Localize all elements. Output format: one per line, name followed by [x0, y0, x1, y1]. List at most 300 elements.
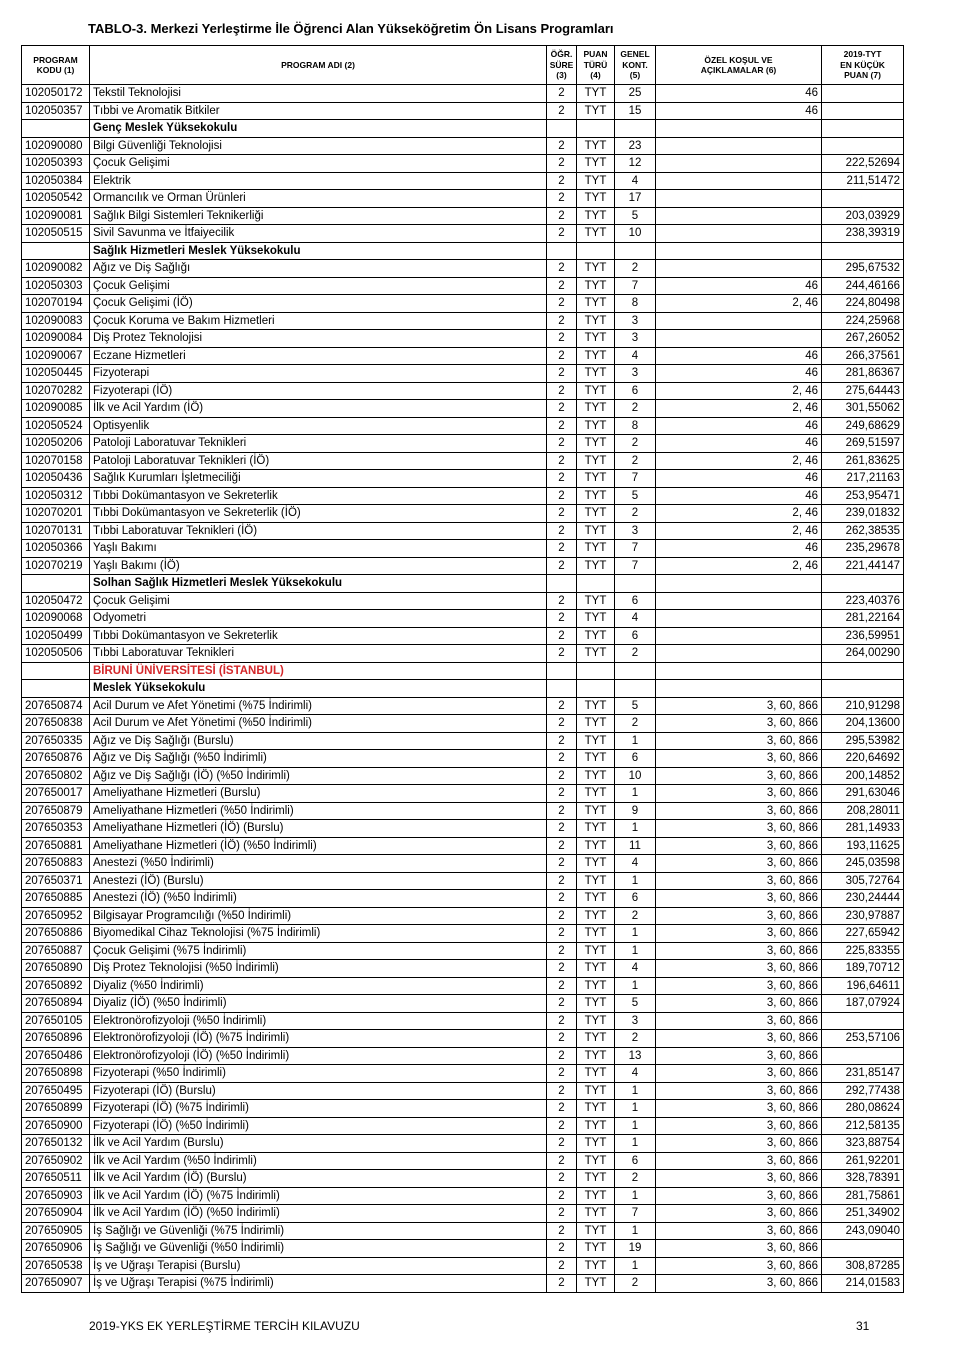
score-type: TYT [577, 907, 615, 925]
quota: 11 [615, 837, 656, 855]
empty-cell [656, 680, 822, 698]
program-code: 207650899 [22, 1100, 90, 1118]
special-conditions: 3, 60, 866 [656, 785, 822, 803]
min-score: 281,86367 [822, 365, 904, 383]
program-name: Elektrik [90, 172, 547, 190]
special-conditions: 3, 60, 866 [656, 767, 822, 785]
program-code: 102090082 [22, 260, 90, 278]
quota: 19 [615, 1240, 656, 1258]
min-score: 281,14933 [822, 820, 904, 838]
table-row [22, 1257, 904, 1275]
duration: 2 [547, 85, 577, 103]
score-type: TYT [577, 942, 615, 960]
program-code: 102090081 [22, 207, 90, 225]
score-type: TYT [577, 225, 615, 243]
program-code: 207650538 [22, 1257, 90, 1275]
score-type: TYT [577, 277, 615, 295]
quota: 1 [615, 942, 656, 960]
duration: 2 [547, 907, 577, 925]
min-score: 223,40376 [822, 592, 904, 610]
program-name: Anestezi (İÖ) (%50 İndirimli) [90, 890, 547, 908]
quota: 6 [615, 1152, 656, 1170]
table-row [22, 610, 904, 628]
special-conditions: 3, 60, 866 [656, 1152, 822, 1170]
duration: 2 [547, 522, 577, 540]
program-name: Tıbbi Laboratuvar Teknikleri (İÖ) [90, 522, 547, 540]
empty-cell [656, 120, 822, 138]
duration: 2 [547, 1100, 577, 1118]
program-code: 207650105 [22, 1012, 90, 1030]
quota: 3 [615, 365, 656, 383]
special-conditions: 3, 60, 866 [656, 1222, 822, 1240]
score-type: TYT [577, 435, 615, 453]
program-name: Sağlık Bilgi Sistemleri Teknikerliği [90, 207, 547, 225]
special-conditions: 3, 60, 866 [656, 1100, 822, 1118]
programs-table [21, 45, 904, 1293]
min-score: 280,08624 [822, 1100, 904, 1118]
program-name: İlk ve Acil Yardım (İÖ) (%75 İndirimli) [90, 1187, 547, 1205]
duration: 2 [547, 872, 577, 890]
duration: 2 [547, 470, 577, 488]
program-name: Ameliyathane Hizmetleri (Burslu) [90, 785, 547, 803]
table-row [22, 837, 904, 855]
program-code: 102050393 [22, 155, 90, 173]
program-name: Tıbbi Laboratuvar Teknikleri [90, 645, 547, 663]
program-code: 102070131 [22, 522, 90, 540]
program-code: 207650905 [22, 1222, 90, 1240]
program-name: Çocuk Gelişimi [90, 277, 547, 295]
empty-cell [822, 242, 904, 260]
min-score: 269,51597 [822, 435, 904, 453]
duration: 2 [547, 190, 577, 208]
special-conditions: 3, 60, 866 [656, 1257, 822, 1275]
duration: 2 [547, 347, 577, 365]
empty-cell [656, 575, 822, 593]
duration: 2 [547, 610, 577, 628]
score-type: TYT [577, 452, 615, 470]
score-type: TYT [577, 925, 615, 943]
score-type: TYT [577, 172, 615, 190]
score-type: TYT [577, 855, 615, 873]
table-row [22, 487, 904, 505]
table-row [22, 925, 904, 943]
score-type: TYT [577, 732, 615, 750]
program-code: 102050357 [22, 102, 90, 120]
program-name: Diş Protez Teknolojisi [90, 330, 547, 348]
empty-cell [577, 575, 615, 593]
duration: 2 [547, 295, 577, 313]
quota: 2 [615, 907, 656, 925]
special-conditions [656, 190, 822, 208]
program-code: 207650885 [22, 890, 90, 908]
quota: 8 [615, 295, 656, 313]
special-conditions: 46 [656, 487, 822, 505]
special-conditions: 2, 46 [656, 522, 822, 540]
table-row [22, 785, 904, 803]
program-code: 102090083 [22, 312, 90, 330]
table-row [22, 592, 904, 610]
quota: 2 [615, 715, 656, 733]
score-type: TYT [577, 750, 615, 768]
min-score [822, 1240, 904, 1258]
section-row [22, 242, 904, 260]
min-score: 224,25968 [822, 312, 904, 330]
empty-cell [615, 680, 656, 698]
score-type: TYT [577, 1170, 615, 1188]
table-row [22, 890, 904, 908]
program-code: 102070194 [22, 295, 90, 313]
program-name: Ameliyathane Hizmetleri (%50 İndirimli) [90, 802, 547, 820]
quota: 1 [615, 785, 656, 803]
score-type: TYT [577, 400, 615, 418]
score-type: TYT [577, 155, 615, 173]
min-score [822, 190, 904, 208]
empty-cell [656, 662, 822, 680]
empty-cell [615, 120, 656, 138]
table-row [22, 1187, 904, 1205]
duration: 2 [547, 155, 577, 173]
section-row [22, 120, 904, 138]
empty-cell [577, 120, 615, 138]
special-conditions: 2, 46 [656, 452, 822, 470]
min-score: 225,83355 [822, 942, 904, 960]
duration: 2 [547, 400, 577, 418]
special-conditions: 46 [656, 347, 822, 365]
quota: 23 [615, 137, 656, 155]
table-row [22, 540, 904, 558]
header-ozel: ÖZEL KOŞUL VE AÇIKLAMALAR (6) [656, 46, 822, 85]
table-row [22, 102, 904, 120]
duration: 2 [547, 207, 577, 225]
university-name: BİRUNİ ÜNİVERSİTESİ (İSTANBUL) [90, 662, 547, 680]
score-type: TYT [577, 85, 615, 103]
duration: 2 [547, 1275, 577, 1293]
special-conditions: 46 [656, 417, 822, 435]
min-score: 224,80498 [822, 295, 904, 313]
table-row [22, 312, 904, 330]
empty-cell [822, 662, 904, 680]
program-code: 207650907 [22, 1275, 90, 1293]
quota: 13 [615, 1047, 656, 1065]
empty-cell [822, 680, 904, 698]
table-row [22, 645, 904, 663]
table-row [22, 172, 904, 190]
special-conditions [656, 155, 822, 173]
min-score: 227,65942 [822, 925, 904, 943]
empty-cell [577, 662, 615, 680]
table-row [22, 1240, 904, 1258]
table-row [22, 1205, 904, 1223]
min-score [822, 1012, 904, 1030]
program-code: 102050445 [22, 365, 90, 383]
program-code: 207650903 [22, 1187, 90, 1205]
duration: 2 [547, 802, 577, 820]
special-conditions [656, 260, 822, 278]
quota: 12 [615, 155, 656, 173]
duration: 2 [547, 995, 577, 1013]
min-score: 251,34902 [822, 1205, 904, 1223]
empty-cell [22, 662, 90, 680]
min-score: 230,24444 [822, 890, 904, 908]
special-conditions: 3, 60, 866 [656, 1187, 822, 1205]
empty-cell [547, 575, 577, 593]
score-type: TYT [577, 540, 615, 558]
score-type: TYT [577, 697, 615, 715]
quota: 2 [615, 1170, 656, 1188]
header-name: PROGRAM ADI (2) [90, 46, 547, 85]
empty-cell [615, 575, 656, 593]
program-name: Çocuk Gelişimi [90, 592, 547, 610]
program-code: 102090084 [22, 330, 90, 348]
min-score: 196,64611 [822, 977, 904, 995]
table-row [22, 1030, 904, 1048]
score-type: TYT [577, 715, 615, 733]
quota: 10 [615, 767, 656, 785]
program-code: 207650900 [22, 1117, 90, 1135]
min-score: 295,67532 [822, 260, 904, 278]
score-type: TYT [577, 347, 615, 365]
duration: 2 [547, 837, 577, 855]
duration: 2 [547, 592, 577, 610]
table-row [22, 347, 904, 365]
table-row [22, 977, 904, 995]
min-score: 244,46166 [822, 277, 904, 295]
score-type: TYT [577, 102, 615, 120]
program-code: 207650952 [22, 907, 90, 925]
quota: 4 [615, 347, 656, 365]
duration: 2 [547, 540, 577, 558]
program-name: İlk ve Acil Yardım (%50 İndirimli) [90, 1152, 547, 1170]
program-name: Fizyoterapi (İÖ) (%50 İndirimli) [90, 1117, 547, 1135]
program-name: Tıbbi Dokümantasyon ve Sekreterlik (İÖ) [90, 505, 547, 523]
program-code: 207650802 [22, 767, 90, 785]
table-row [22, 557, 904, 575]
program-name: Acil Durum ve Afet Yönetimi (%50 İndirimli) [90, 715, 547, 733]
program-code: 207650896 [22, 1030, 90, 1048]
score-type: TYT [577, 417, 615, 435]
quota: 2 [615, 645, 656, 663]
score-type: TYT [577, 1240, 615, 1258]
duration: 2 [547, 890, 577, 908]
empty-cell [22, 575, 90, 593]
quota: 7 [615, 277, 656, 295]
program-name: Tıbbi Dokümantasyon ve Sekreterlik [90, 487, 547, 505]
program-name: Çocuk Gelişimi (İÖ) [90, 295, 547, 313]
table-row [22, 365, 904, 383]
score-type: TYT [577, 365, 615, 383]
program-name: Eczane Hizmetleri [90, 347, 547, 365]
min-score: 262,38535 [822, 522, 904, 540]
min-score: 221,44147 [822, 557, 904, 575]
min-score: 189,70712 [822, 960, 904, 978]
special-conditions: 3, 60, 866 [656, 1117, 822, 1135]
program-name: Yaşlı Bakımı [90, 540, 547, 558]
program-name: Fizyoterapi (İÖ) [90, 382, 547, 400]
special-conditions: 3, 60, 866 [656, 802, 822, 820]
duration: 2 [547, 505, 577, 523]
min-score [822, 85, 904, 103]
program-code: 102070201 [22, 505, 90, 523]
program-code: 102050472 [22, 592, 90, 610]
program-name: Fizyoterapi (%50 İndirimli) [90, 1065, 547, 1083]
program-name: Çocuk Gelişimi [90, 155, 547, 173]
special-conditions [656, 610, 822, 628]
empty-cell [22, 680, 90, 698]
score-type: TYT [577, 1152, 615, 1170]
quota: 4 [615, 172, 656, 190]
table-row [22, 802, 904, 820]
table-row [22, 872, 904, 890]
program-code: 207650886 [22, 925, 90, 943]
quota: 9 [615, 802, 656, 820]
duration: 2 [547, 1065, 577, 1083]
score-type: TYT [577, 1030, 615, 1048]
program-name: Ameliyathane Hizmetleri (İÖ) (Burslu) [90, 820, 547, 838]
table-row [22, 1275, 904, 1293]
table-row [22, 225, 904, 243]
program-name: Optisyenlik [90, 417, 547, 435]
empty-cell [615, 242, 656, 260]
min-score: 264,00290 [822, 645, 904, 663]
program-code: 102050384 [22, 172, 90, 190]
table-row [22, 1065, 904, 1083]
table-row [22, 435, 904, 453]
header-puan: 2019-TYT EN KÜÇÜK PUAN (7) [822, 46, 904, 85]
quota: 1 [615, 872, 656, 890]
program-name: İş Sağlığı ve Güvenliği (%50 İndirimli) [90, 1240, 547, 1258]
score-type: TYT [577, 1012, 615, 1030]
program-code: 102070158 [22, 452, 90, 470]
quota: 5 [615, 207, 656, 225]
program-name: Patoloji Laboratuvar Teknikleri [90, 435, 547, 453]
program-code: 102050436 [22, 470, 90, 488]
program-code: 102050506 [22, 645, 90, 663]
duration: 2 [547, 487, 577, 505]
min-score: 323,88754 [822, 1135, 904, 1153]
empty-cell [22, 120, 90, 138]
min-score: 281,22164 [822, 610, 904, 628]
score-type: TYT [577, 1082, 615, 1100]
quota: 2 [615, 400, 656, 418]
header-puan-turu: PUAN TÜRÜ (4) [577, 46, 615, 85]
special-conditions: 46 [656, 85, 822, 103]
duration: 2 [547, 732, 577, 750]
special-conditions: 3, 60, 866 [656, 1030, 822, 1048]
header-code: PROGRAM KODU (1) [22, 46, 90, 85]
min-score [822, 1047, 904, 1065]
special-conditions: 3, 60, 866 [656, 697, 822, 715]
program-name: Fizyoterapi [90, 365, 547, 383]
score-type: TYT [577, 137, 615, 155]
duration: 2 [547, 820, 577, 838]
special-conditions: 3, 60, 866 [656, 890, 822, 908]
program-code: 102050206 [22, 435, 90, 453]
special-conditions: 3, 60, 866 [656, 872, 822, 890]
quota: 10 [615, 225, 656, 243]
table-row [22, 1100, 904, 1118]
special-conditions: 3, 60, 866 [656, 1082, 822, 1100]
min-score [822, 137, 904, 155]
table-header-row [22, 46, 904, 85]
score-type: TYT [577, 837, 615, 855]
table-row [22, 452, 904, 470]
special-conditions: 2, 46 [656, 557, 822, 575]
duration: 2 [547, 102, 577, 120]
quota: 1 [615, 1117, 656, 1135]
program-code: 102050366 [22, 540, 90, 558]
score-type: TYT [577, 1100, 615, 1118]
min-score: 222,52694 [822, 155, 904, 173]
program-code: 207650892 [22, 977, 90, 995]
min-score: 235,29678 [822, 540, 904, 558]
score-type: TYT [577, 260, 615, 278]
quota: 15 [615, 102, 656, 120]
table-body [22, 85, 904, 1293]
quota: 1 [615, 1257, 656, 1275]
min-score: 212,58135 [822, 1117, 904, 1135]
quota: 6 [615, 750, 656, 768]
program-name: Tıbbi ve Aromatik Bitkiler [90, 102, 547, 120]
min-score: 203,03929 [822, 207, 904, 225]
min-score: 193,11625 [822, 837, 904, 855]
table-row [22, 137, 904, 155]
program-code: 102070282 [22, 382, 90, 400]
duration: 2 [547, 942, 577, 960]
program-name: Yaşlı Bakımı (İÖ) [90, 557, 547, 575]
score-type: TYT [577, 330, 615, 348]
duration: 2 [547, 960, 577, 978]
special-conditions: 46 [656, 435, 822, 453]
program-code: 102090068 [22, 610, 90, 628]
program-name: Elektronörofizyoloji (İÖ) (%50 İndirimli) [90, 1047, 547, 1065]
duration: 2 [547, 645, 577, 663]
duration: 2 [547, 172, 577, 190]
score-type: TYT [577, 977, 615, 995]
quota: 8 [615, 417, 656, 435]
empty-cell [615, 662, 656, 680]
program-name: Odyometri [90, 610, 547, 628]
table-row [22, 470, 904, 488]
duration: 2 [547, 312, 577, 330]
quota: 1 [615, 732, 656, 750]
program-name: Ormancılık ve Orman Ürünleri [90, 190, 547, 208]
section-row [22, 680, 904, 698]
program-name: Elektronörofizyoloji (İÖ) (%75 İndirimli) [90, 1030, 547, 1048]
table-row [22, 1170, 904, 1188]
duration: 2 [547, 750, 577, 768]
special-conditions: 3, 60, 866 [656, 715, 822, 733]
score-type: TYT [577, 1117, 615, 1135]
program-name: Diyaliz (%50 İndirimli) [90, 977, 547, 995]
duration: 2 [547, 1152, 577, 1170]
program-name: İş Sağlığı ve Güvenliği (%75 İndirimli) [90, 1222, 547, 1240]
duration: 2 [547, 785, 577, 803]
score-type: TYT [577, 1275, 615, 1293]
duration: 2 [547, 277, 577, 295]
table-row [22, 732, 904, 750]
program-code: 102090085 [22, 400, 90, 418]
program-name: İlk ve Acil Yardım (İÖ) (Burslu) [90, 1170, 547, 1188]
min-score: 231,85147 [822, 1065, 904, 1083]
table-row [22, 1047, 904, 1065]
special-conditions: 3, 60, 866 [656, 1170, 822, 1188]
duration: 2 [547, 225, 577, 243]
min-score: 211,51472 [822, 172, 904, 190]
min-score: 305,72764 [822, 872, 904, 890]
table-row [22, 1117, 904, 1135]
duration: 2 [547, 855, 577, 873]
min-score: 249,68629 [822, 417, 904, 435]
